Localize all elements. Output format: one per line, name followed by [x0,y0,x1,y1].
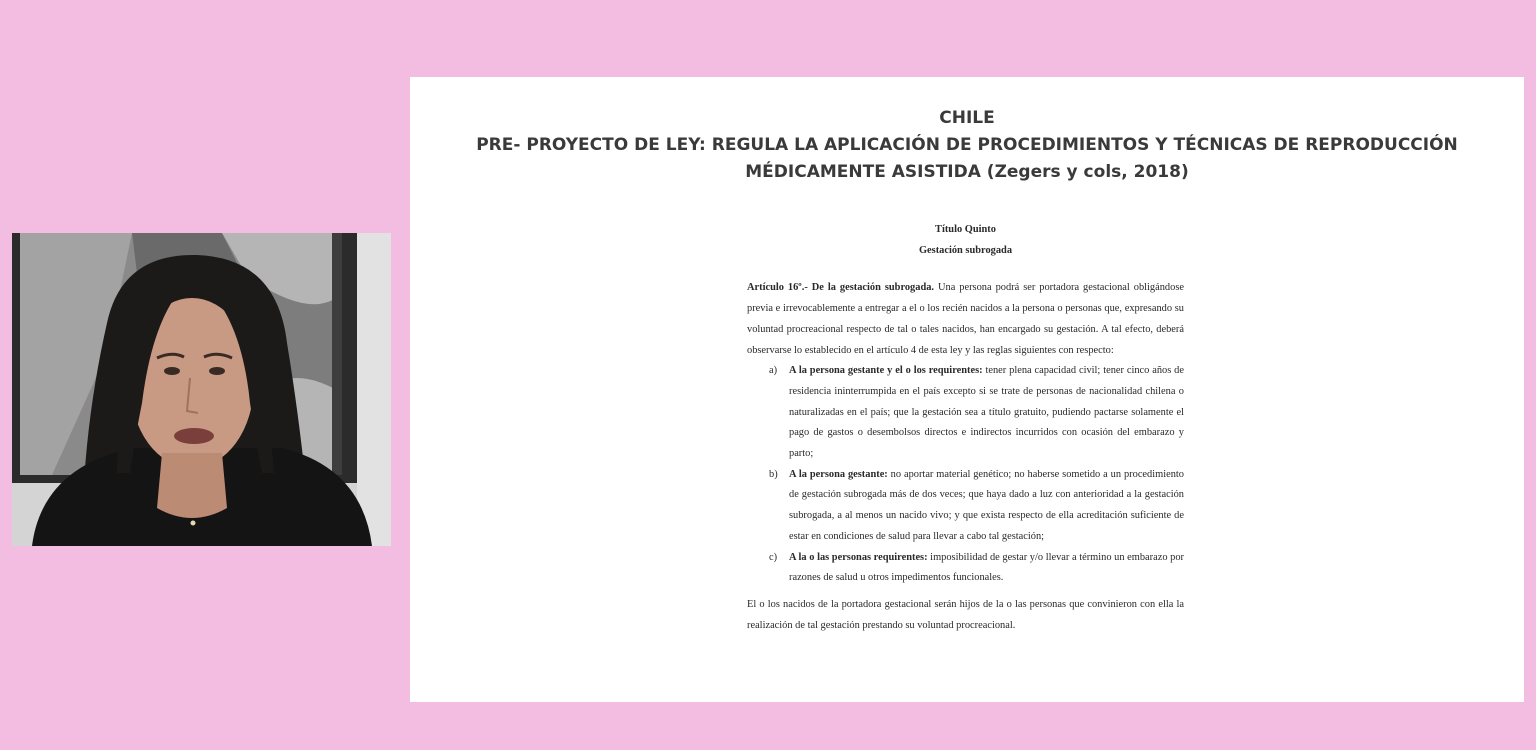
closing-paragraph: El o los nacidos de la portadora gestacional serán hijos de la o las personas que convinieron con ella la realización de tal gestación prestando su voluntad procreacional. [747,598,1184,631]
document-title: Título Quinto [935,224,996,235]
list-item [747,548,1184,589]
list-item-heading: A la persona gestante y el o los requirentes: [789,365,983,377]
presenter-webcam-image [12,233,391,546]
article-paragraph [747,278,1184,361]
slide-heading [410,105,1524,186]
slide-heading-subtitle: MÉDICAMENTE ASISTIDA (Zegers y cols, 2018) [745,162,1189,182]
document-subtitle: Gestación subrogada [918,244,1013,256]
document-excerpt [747,220,1184,636]
participant-video [12,233,391,546]
list-item [747,465,1184,548]
list-item-heading: A la persona gestante: [789,468,888,480]
slide-heading-title: PRE- PROYECTO DE LEY: REGULA LA APLICACIÓN DE PROCEDIMIENTOS Y TÉCNICAS DE REPRODUCCIÓN [476,135,1458,155]
list-item-text: no aportar material genético; no haberse sometido a un procedimiento de gestación subrogada más de dos veces; que haya dado a luz con anterioridad a la gestación subrogada, a al menos un nacido vivo; y que exista respecto de ella acreditación suficiente de estar en condiciones de salud para llevar a cabo tal gestación; [789,468,1184,542]
presentation-slide [410,77,1524,702]
list-item-text: imposibilidad de gestar y/o llevar a término un embarazo por razones de salud u otros impedimentos funcionales. [789,551,1184,584]
article-text: Una persona podrá ser portadora gestacional obligándose previa e irrevocablemente a entregar a el o los recién nacidos a la persona o personas que, expresando su voluntad procreacional respecto de tal o tales nacidos, han encargado su gestación. A tal efecto, deberá observarse lo establecido en el artículo 4 de esta ley y las reglas siguientes con respecto: [747,282,1184,356]
list-item-heading: A la o las personas requirentes: [789,551,928,563]
article-label: Artículo 16º.- De la gestación subrogada. [747,282,935,294]
list-item-marker: b) [769,468,778,480]
list-item-marker: c) [769,551,778,563]
list-item-marker: a) [769,365,778,377]
list-item-text: tener plena capacidad civil; tener cinco años de residencia ininterrumpida en el país excepto si se trate de personas de nacionalidad chilena o naturalizadas en el país; que la gestación sea a título gratuito, pudiendo pactarse solamente el pago de gastos o desembolsos directos e indirectos incurridos con ocasión del embarazo y parto; [789,365,1184,460]
list-item [747,361,1184,465]
slide-heading-country: CHILE [939,108,995,128]
